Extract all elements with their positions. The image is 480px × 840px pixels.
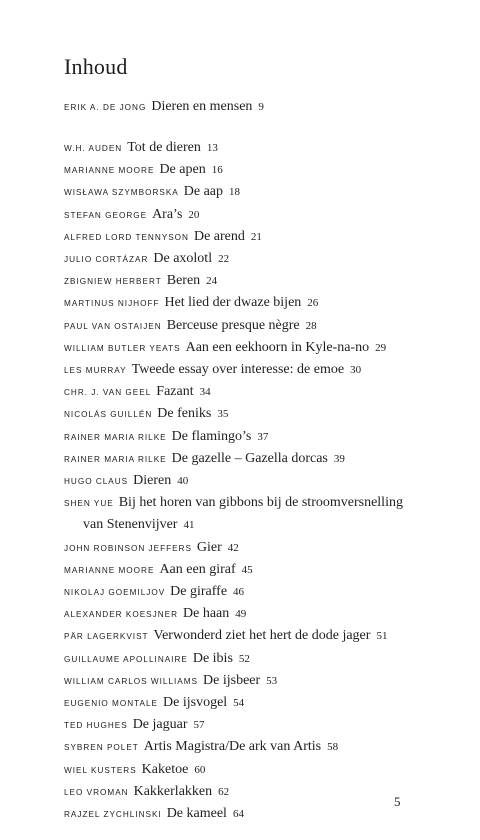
entry-author: TED HUGHES <box>64 721 128 731</box>
entry-author: ALFRED LORD TENNYSON <box>64 232 189 242</box>
entry-title: De feniks <box>157 406 212 422</box>
entry-page-number: 40 <box>177 475 189 488</box>
entry-title: De aap <box>183 184 224 200</box>
contents-entry <box>64 625 460 647</box>
entry-title: De ijsbeer <box>203 672 261 688</box>
entry-title: Kaketoe <box>141 761 189 777</box>
entry-page-number: 42 <box>227 541 239 554</box>
contents-entry <box>64 448 460 470</box>
entry-page-number: 54 <box>233 697 245 710</box>
entry-author: RAJZEL ZYCHLINSKI <box>64 810 162 820</box>
contents-entry <box>64 492 460 536</box>
contents-entry <box>64 603 460 625</box>
entry-author: MARIANNE MOORE <box>64 565 155 575</box>
contents-list <box>64 137 460 825</box>
entry-title: Berceuse presque nègre <box>166 317 300 333</box>
entry-page-number: 28 <box>305 319 317 332</box>
entry-title-continued: van Stenenvijver <box>83 517 178 533</box>
entry-title: De jaguar <box>132 717 188 733</box>
entry-author: ALEXANDER KOESJNER <box>64 610 179 620</box>
entry-author: WILLIAM BUTLER YEATS <box>64 343 181 353</box>
entry-page-number: 49 <box>235 608 247 621</box>
entry-author: WILLIAM CARLOS WILLIAMS <box>64 676 199 686</box>
contents-entry <box>64 803 460 825</box>
contents-entry <box>64 159 460 181</box>
entry-page-number: 64 <box>232 808 244 821</box>
page-title: Inhoud <box>64 54 128 79</box>
entry-title: Kakkerlakken <box>133 783 213 799</box>
entry-title: De haan <box>183 606 230 622</box>
contents-entry <box>64 537 460 559</box>
entry-title: Artis Magistra/De ark van Artis <box>143 739 322 755</box>
entry-author: JOHN ROBINSON JEFFERS <box>64 543 192 553</box>
entry-page-number: 29 <box>375 341 387 354</box>
entry-title: Beren <box>166 273 201 289</box>
entry-author: MARIANNE MOORE <box>64 166 155 176</box>
entry-title: Dieren <box>133 473 172 489</box>
entry-page-number: 16 <box>211 164 223 177</box>
entry-page-number: 24 <box>206 275 218 288</box>
entry-page-number: 37 <box>257 430 269 443</box>
entry-author: HUGO CLAUS <box>64 477 129 487</box>
entry-author: EUGENIO MONTALE <box>64 699 159 709</box>
entry-author: WIEL KUSTERS <box>64 765 137 775</box>
entry-author: W.H. AUDEN <box>64 144 123 153</box>
entry-page-number: 45 <box>241 563 253 576</box>
entry-page-number: 51 <box>376 630 388 643</box>
entry-title: De axolotl <box>153 251 213 267</box>
entry-title: Het lied der dwaze bijen <box>164 295 302 311</box>
entry-author: LEO VROMAN <box>64 787 129 797</box>
contents-entry <box>64 759 460 781</box>
entry-title: Verwonderd ziet het hert de dode jager <box>153 628 371 644</box>
entry-author: LES MURRAY <box>64 366 127 376</box>
entry-page-number: 52 <box>238 652 250 665</box>
contents-entry <box>64 581 460 603</box>
contents-entry <box>64 337 460 359</box>
entry-page-number: 46 <box>233 586 245 599</box>
entry-title: De ibis <box>192 650 233 666</box>
contents-entry <box>64 315 460 337</box>
page-number: 5 <box>394 794 401 809</box>
contents-entry <box>64 248 460 270</box>
entry-author: JULIO CORTÁZAR <box>64 255 149 265</box>
entry-title: Bij het horen van gibbons bij de stroomversnelling <box>118 495 403 511</box>
entry-title: De ijsvogel <box>163 695 228 711</box>
contents-entry <box>64 137 460 159</box>
entry-title: De kameel <box>166 806 227 822</box>
entry-author: ZBIGNIEW HERBERT <box>64 277 162 287</box>
entry-page-number: 62 <box>218 785 230 798</box>
entry-page-number: 41 <box>183 519 195 532</box>
entry-page-number: 13 <box>206 142 218 154</box>
entry-author: GUILLAUME APOLLINAIRE <box>64 654 188 664</box>
entry-title: De arend <box>193 228 245 244</box>
contents-entry <box>64 270 460 292</box>
contents-entry <box>64 670 460 692</box>
entry-title: Tweede essay over interesse: de emoe <box>131 362 345 378</box>
entry-author: RAINER MARIA RILKE <box>64 432 167 442</box>
entry-author: SHEN YUE <box>64 499 114 509</box>
entry-title: Aan een eekhoorn in Kyle-na-no <box>185 339 370 355</box>
contents-entry <box>64 426 460 448</box>
entry-author: MARTINUS NIJHOFF <box>64 299 160 309</box>
entry-author: ERIK A. DE JONG <box>64 103 147 112</box>
contents-entry <box>64 292 460 314</box>
entry-title: De apen <box>159 162 206 178</box>
entry-title: Tot de dieren <box>127 140 201 155</box>
contents-entry <box>64 781 460 803</box>
entry-page-number: 30 <box>350 364 362 377</box>
entry-page-number: 9 <box>258 101 264 113</box>
entry-title: Ara’s <box>152 206 183 222</box>
entry-title: Dieren en mensen <box>151 99 253 114</box>
entry-author: CHR. J. VAN GEEL <box>64 388 152 398</box>
contents-entry <box>64 559 460 581</box>
entry-author: NICOLÁS GUILLÉN <box>64 410 153 420</box>
contents-entry <box>64 359 460 381</box>
contents-entry <box>64 692 460 714</box>
contents-entry <box>64 648 460 670</box>
entry-title: Aan een giraf <box>159 561 236 577</box>
contents-entry <box>64 204 460 226</box>
entry-author: WISŁAWA SZYMBORSKA <box>64 188 179 198</box>
entry-author: SYBREN POLET <box>64 743 139 753</box>
contents-entry <box>64 470 460 492</box>
entry-page-number: 57 <box>193 719 205 732</box>
entry-page-number: 20 <box>188 208 200 221</box>
entry-author: PAUL VAN OSTAIJEN <box>64 321 162 331</box>
entry-title: De gazelle – Gazella dorcas <box>171 450 328 466</box>
entry-page-number: 58 <box>327 741 339 754</box>
contents-entry <box>64 226 460 248</box>
contents-entry <box>64 181 460 203</box>
entry-title: Fazant <box>156 384 194 400</box>
contents-entry <box>64 736 460 758</box>
entry-page-number: 53 <box>266 674 278 687</box>
entry-author: STEFAN GEORGE <box>64 210 148 220</box>
entry-page-number: 26 <box>307 297 319 310</box>
entry-page-number: 39 <box>333 452 345 465</box>
entry-title: De flamingo’s <box>171 428 252 444</box>
entry-page-number: 22 <box>218 253 230 266</box>
entry-page-number: 18 <box>229 186 241 199</box>
contents-entry <box>64 714 460 736</box>
entry-page-number: 34 <box>199 386 211 399</box>
contents-entry <box>64 381 460 403</box>
entry-page-number: 35 <box>217 408 229 421</box>
entry-page-number: 60 <box>194 763 206 776</box>
entry-author: RAINER MARIA RILKE <box>64 454 167 464</box>
intro-entry <box>64 98 264 117</box>
contents-entry <box>64 403 460 425</box>
entry-title: De giraffe <box>170 584 228 600</box>
entry-author: PÄR LAGERKVIST <box>64 632 149 642</box>
entry-title: Gier <box>196 539 222 555</box>
entry-page-number: 21 <box>250 230 262 243</box>
entry-author: NIKOLAJ GOEMILJOV <box>64 588 166 598</box>
